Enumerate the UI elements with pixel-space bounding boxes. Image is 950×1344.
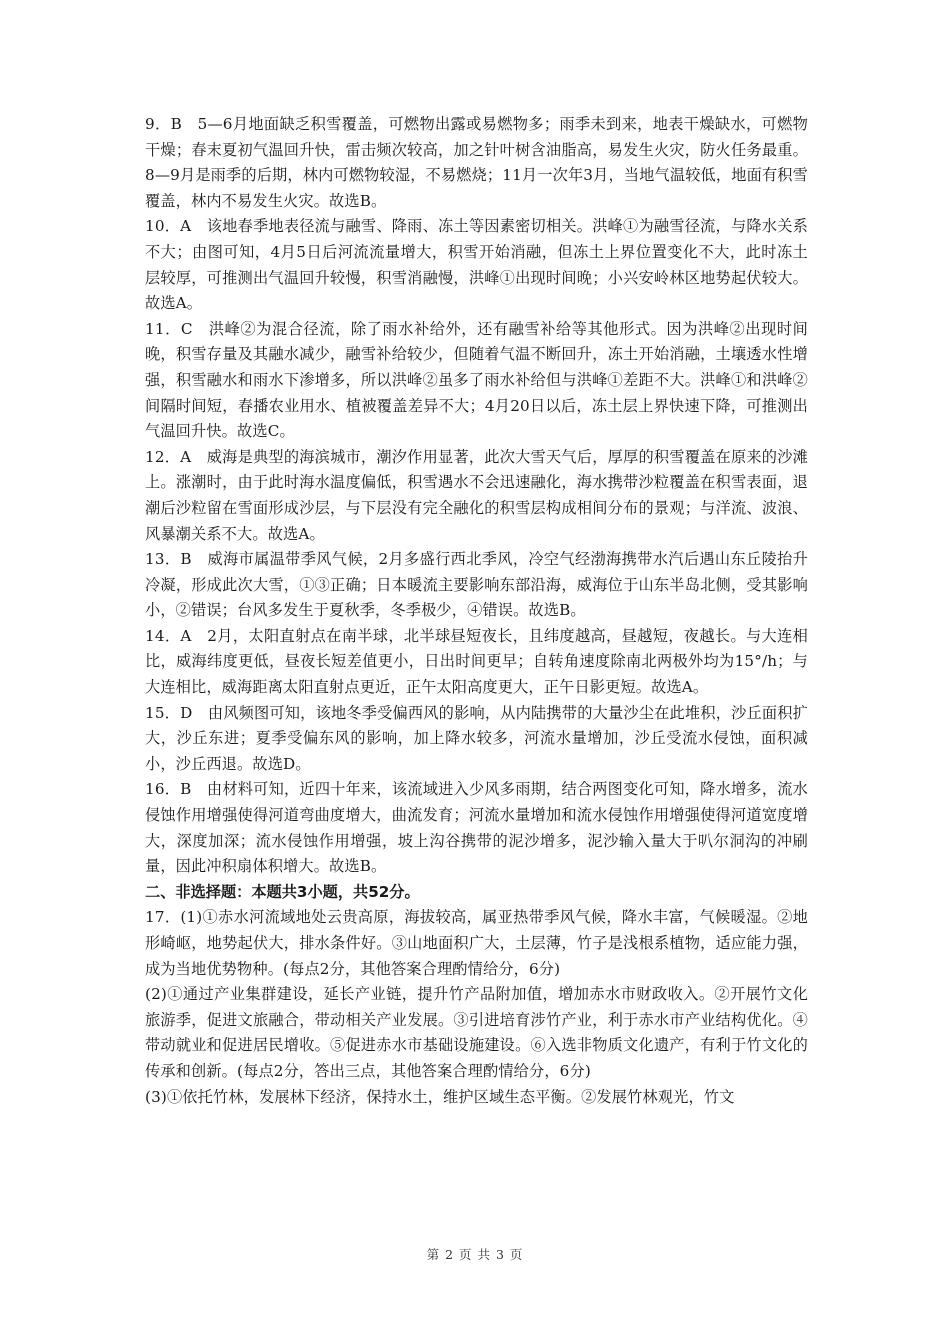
answer-9: 9．B 5—6月地面缺乏积雪覆盖，可燃物出露或易燃物多；雨季未到来，地表干燥缺水，可燃物干燥；春末夏初气温回升快，雷击频次较高，加之针叶树含油脂高，易发生火灾，防火任务最重。8—9月是雨季的后期，林内可燃物较湿，不易燃烧；11月一次年3月，当地气温较低，地面有积雪覆盖，林内不易发生火灾。故选B。	[145, 115, 808, 210]
answer-16: 16．B 由材料可知，近四十年来，该流域进入少风多雨期，结合两图变化可知，降水增多，流水侵蚀作用增强使得河道弯曲度增大，曲流发育；河流水量增加和流水侵蚀作用增强使得河道宽度增大，深度加深；流水侵蚀作用增强，坡上沟谷携带的泥沙增多，泥沙输入量大于叭尔洞沟的冲刷量，因此冲积扇体积增大。故选B。	[145, 780, 808, 876]
answer-15: 15．D 由风频图可知，该地冬季受偏西风的影响，从内陆携带的大量沙尘在此堆积，沙丘面积扩大，沙丘东进；夏季受偏东风的影响，加上降水较多，河流水量增加，沙丘受流水侵蚀，面积减小，沙丘西退。故选D。	[145, 703, 808, 773]
answer-17-part-2: (2)①通过产业集群建设，延长产业链，提升竹产品附加值，增加赤水市财政收入。②开展竹文化旅游季，促进文旅融合，带动相关产业发展。③引进培育涉竹产业，利于赤水市产业结构优化。④带动就业和促进居民增收。⑤促进赤水市基础设施建设。⑥入选非物质文化遗产，有利于竹文化的传承和创新。(每点2分，答出三点，其他答案合理酌情给分，6分)	[145, 985, 808, 1080]
answer-13: 13．B 威海市属温带季风气候，2月多盛行西北季风，冷空气经渤海携带水汽后遇山东丘陵抬升冷凝，形成此次大雪，①③正确；日本暖流主要影响东部沿海，威海位于山东半岛北侧，受其影响小，②错误；台风多发生于夏秋季，冬季极少，④错误。故选B。	[145, 550, 808, 620]
answer-14: 14．A 2月，太阳直射点在南半球，北半球昼短夜长，且纬度越高，昼越短，夜越长。与大连相比，威海纬度更低，昼夜长短差值更小，日出时间更早；自转角速度除南北两极外均为15°/h；与大连相比，威海距离太阳直射点更近，正午太阳高度更大，正午日影更短。故选A。	[145, 626, 808, 697]
page-footer: 第 2 页 共 3 页	[426, 1247, 524, 1262]
answer-12: 12．A 威海是典型的海滨城市，潮汐作用显著，此次大雪天气后，厚厚的积雪覆盖在原来的沙滩上。涨潮时，由于此时海水温度偏低，积雪遇水不会迅速融化，海水携带沙粒覆盖在积雪表面，退潮后沙粒留在雪面形成沙层，与下层没有完全融化的积雪层构成相间分布的景观；与洋流、波浪、风暴潮关系不大。故选A。	[145, 447, 808, 543]
section-title-non-choice: 二、非选择题：本题共3小题，共52分。	[145, 882, 420, 901]
answer-10: 10．A 该地春季地表径流与融雪、降雨、冻土等因素密切相关。洪峰①为融雪径流，与降水关系不大；由图可知，4月5日后河流流量增大，积雪开始消融，但冻土上界位置变化不大，此时冻土层较厚，可推测出气温回升较慢，积雪消融慢，洪峰①出现时间晚；小兴安岭林区地势起伏较大。故选A。	[145, 217, 808, 313]
answer-17-part-1: 17．(1)①赤水河流域地处云贵高原，海拔较高，属亚热带季风气候，降水丰富，气候暖湿。②地形崎岖，地势起伏大，排水条件好。③山地面积广大，土层薄，竹子是浅根系植物，适应能力强，成为当地优势物种。(每点2分，其他答案合理酌情给分，6分)	[145, 908, 808, 978]
answer-17-part-3: (3)①依托竹林，发展林下经济，保持水土，维护区域生态平衡。②发展竹林观光，竹文	[145, 1087, 735, 1106]
answer-11: 11．C 洪峰②为混合径流，除了雨水补给外，还有融雪补给等其他形式。因为洪峰②出现时间晚，积雪存量及其融水减少，融雪补给较少，但随着气温不断回升，冻土开始消融，土壤透水性增强，积雪融水和雨水下渗增多，所以洪峰②虽多了雨水补给但与洪峰①差距不大。洪峰①和洪峰②间隔时间短，春播农业用水、植被覆盖差异不大；4月20日以后，冻土层上界快速下降，可推测出气温回升快。故选C。	[145, 319, 808, 441]
